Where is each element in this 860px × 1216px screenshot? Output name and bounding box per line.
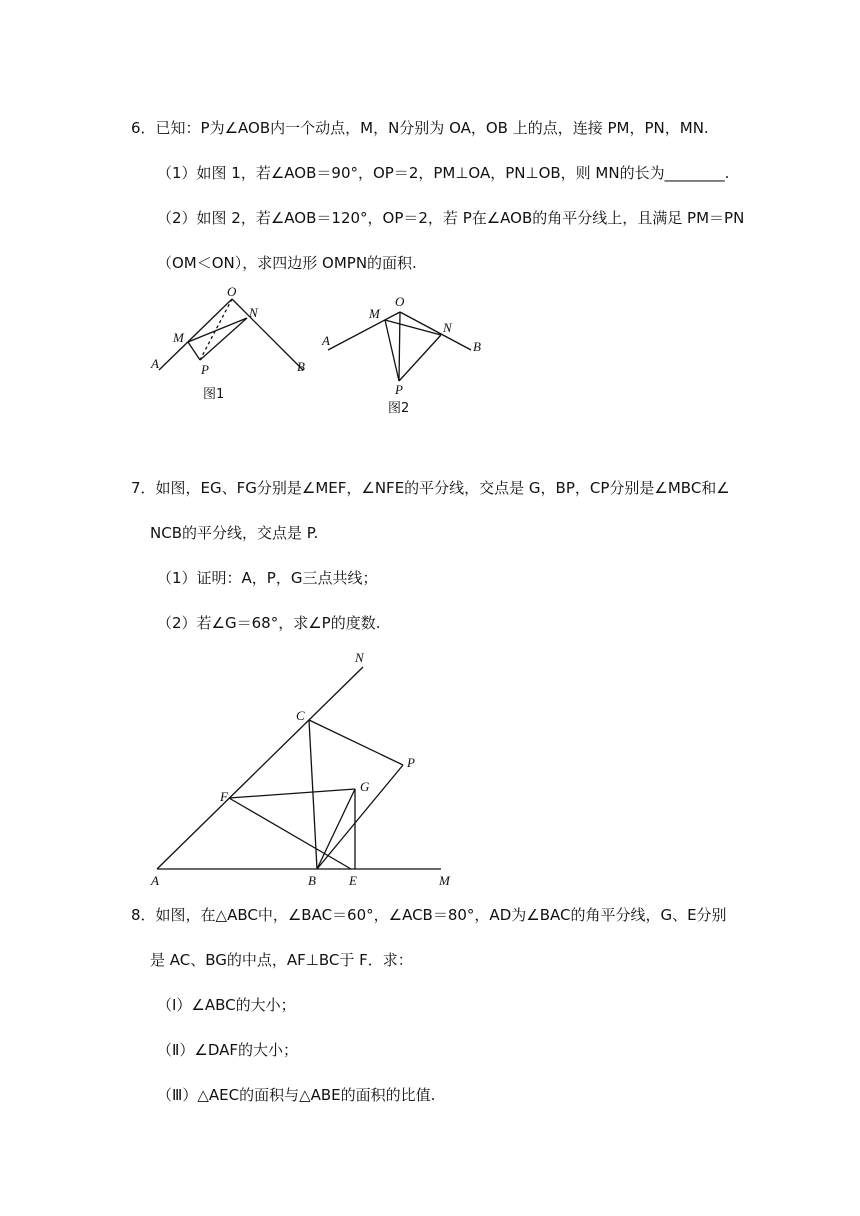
q7-label-A: A (151, 873, 159, 888)
q6-part2-line2: （OM＜ON），求四边形 OMPN的面积. (157, 254, 417, 272)
q8-part2: （Ⅱ）∠DAF的大小； (157, 1041, 299, 1059)
q6-figure-2 (318, 288, 498, 418)
q7-part1: （1）证明：A，P，G三点共线； (157, 569, 378, 587)
q7-seg-FE (229, 798, 351, 869)
q7-part2: （2）若∠G＝68°，求∠P的度数. (157, 614, 381, 632)
q8-part3: （Ⅲ）△AEC的面积与△ABE的面积的比值. (157, 1086, 436, 1104)
fig2-label-A: A (322, 333, 330, 348)
fig2-label-P: P (395, 382, 403, 397)
q6-part2-line1: （2）如图 2，若∠AOB＝120°，OP＝2，若 P在∠AOB的角平分线上，且满足 PM＝PN (157, 209, 745, 227)
fig1-seg-PN (200, 318, 247, 360)
q6-part1: （1）如图 1，若∠AOB＝90°，OP＝2，PM⊥OA，PN⊥OB，则 MN的长为________. (157, 164, 730, 182)
fig1-seg-MN (188, 318, 247, 342)
fig1-label-A: A (151, 356, 159, 371)
q7-seg-CP (309, 720, 403, 765)
fig1-caption: 图1 (203, 387, 225, 402)
q7-stem-line1: 7．如图，EG、FG分别是∠MEF，∠NFE的平分线，交点是 G，BP，CP分别是∠MBC和∠ (131, 479, 730, 497)
fig2-seg-OP (399, 312, 400, 381)
fig2-label-N: N (443, 320, 452, 335)
fig2-label-M: M (369, 306, 380, 321)
q7-label-P: P (407, 755, 415, 770)
q7-stem-line2: NCB的平分线，交点是 P. (150, 524, 319, 542)
fig2-seg-NP (399, 335, 441, 381)
fig1-seg-OP-dashed (200, 299, 232, 360)
fig2-seg-MP (385, 320, 399, 381)
q7-label-C: C (296, 708, 305, 723)
q7-label-E: E (349, 873, 357, 888)
q8-stem-line2: 是 AC、BG的中点，AF⊥BC于 F．求： (150, 951, 413, 969)
q8-part1: （Ⅰ）∠ABC的大小； (157, 996, 296, 1014)
q7-label-B: B (308, 873, 316, 888)
fig1-ray-OA (159, 299, 232, 370)
fig2-seg-MN (385, 320, 441, 335)
fig1-label-N: N (249, 305, 258, 320)
fig2-label-O: O (395, 294, 405, 309)
fig1-label-P: P (201, 362, 209, 377)
fig2-caption: 图2 (388, 401, 410, 416)
fig1-label-O: O (227, 284, 237, 299)
q7-label-M: M (439, 873, 450, 888)
q8-stem-line1: 8．如图，在△ABC中，∠BAC＝60°，∠ACB＝80°，AD为∠BAC的角平分线，G、E分别 (131, 906, 727, 924)
fig1-label-M: M (173, 330, 184, 345)
q6-stem: 6．已知：P为∠AOB内一个动点，M，N分别为 OA，OB 上的点，连接 PM，PN，MN. (131, 119, 709, 137)
fig1-seg-PM (188, 342, 200, 360)
q7-label-N: N (355, 650, 364, 665)
q7-seg-FG (229, 789, 355, 798)
fig1-label-B: B (297, 359, 305, 374)
q7-label-F: F (220, 789, 228, 804)
fig2-ray-OB (400, 312, 471, 350)
q7-label-G: G (360, 779, 370, 794)
q6-figure-1 (145, 282, 320, 407)
fig1-ray-OB (232, 299, 303, 370)
fig2-label-B: B (473, 339, 481, 354)
fig2-ray-OA (328, 312, 400, 350)
q7-figure (145, 645, 465, 890)
